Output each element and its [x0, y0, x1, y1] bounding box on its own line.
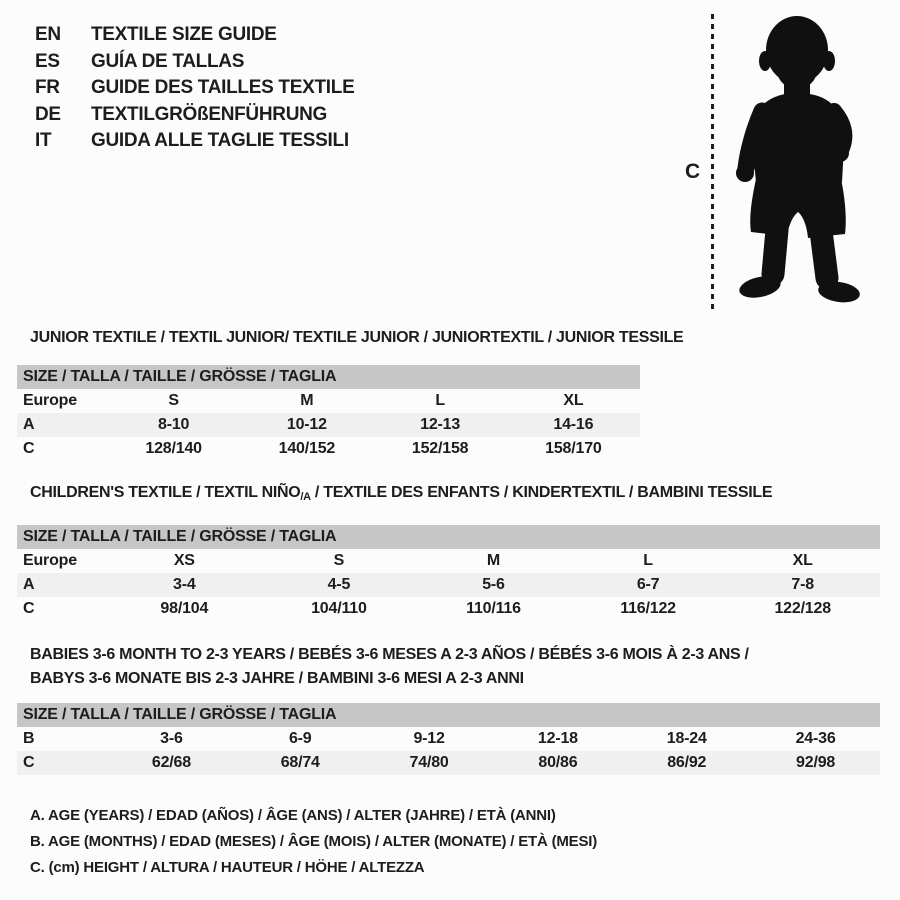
size-cell: 5-6: [416, 573, 571, 597]
babies-section: [0, 643, 900, 775]
legend: [30, 803, 900, 881]
size-cell: 80/86: [493, 751, 622, 775]
height-marker-label: C: [685, 160, 701, 183]
header-area: [0, 0, 900, 316]
height-figure: [660, 0, 900, 320]
legend-line-a: A. AGE (YEARS) / EDAD (AÑOS) / ÂGE (ANS) / ALTER (JAHRE) / ETÀ (ANNI): [30, 807, 556, 824]
size-cell: 128/140: [145, 440, 202, 457]
table-header-row: [17, 525, 880, 549]
legend-line-b: B. AGE (MONTHS) / EDAD (MESES) / ÂGE (MOIS) / ALTER (MONATE) / ETÀ (MESI): [30, 833, 598, 850]
row-label: Europe: [23, 392, 77, 409]
table-row: [17, 389, 640, 413]
size-cell: 86/92: [622, 751, 751, 775]
size-cell: 10-12: [240, 413, 373, 437]
size-cell: 18-24: [666, 730, 707, 747]
size-cell: 116/122: [620, 600, 676, 617]
junior-section: [0, 328, 900, 461]
row-label: C: [23, 600, 35, 617]
junior-section-title: JUNIOR TEXTILE / TEXTIL JUNIOR/ TEXTILE JUNIOR / JUNIORTEXTIL / JUNIOR TESSILE: [30, 329, 684, 346]
size-cell: 98/104: [160, 600, 209, 617]
size-cell: L: [643, 552, 653, 569]
row-label: A: [17, 413, 107, 437]
language-label: GUIDA ALLE TAGLIE TESSILI: [91, 130, 349, 151]
size-cell: 7-8: [725, 573, 880, 597]
size-cell: 4-5: [262, 573, 417, 597]
size-cell: 12-13: [374, 413, 507, 437]
size-cell: 74/80: [365, 751, 494, 775]
table-row: [17, 597, 880, 621]
table-header-row: [17, 365, 640, 389]
language-row: [35, 102, 354, 129]
children-title-post: / TEXTILE DES ENFANTS / KINDERTEXTIL / BAMBINI TESSILE: [310, 484, 773, 501]
size-cell: XL: [563, 392, 584, 409]
language-row: [35, 49, 354, 76]
language-label: GUÍA DE TALLAS: [91, 50, 245, 72]
row-label: B: [23, 730, 35, 747]
size-cell: 3-4: [107, 573, 262, 597]
language-code: DE: [35, 103, 61, 125]
language-label: TEXTILE SIZE GUIDE: [91, 24, 277, 45]
size-cell: XS: [173, 552, 195, 569]
table-row: [17, 437, 640, 461]
language-row: [35, 128, 354, 155]
size-cell: 152/158: [411, 440, 469, 457]
row-label: A: [17, 573, 107, 597]
size-cell: 6-9: [288, 730, 312, 747]
size-cell: 14-16: [507, 413, 640, 437]
language-code: IT: [35, 130, 52, 151]
size-cell: 110/116: [466, 600, 521, 617]
row-label: C: [17, 751, 107, 775]
junior-size-table: [17, 365, 640, 461]
size-cell: 92/98: [751, 751, 880, 775]
children-section: [0, 483, 900, 621]
size-cell: 68/74: [236, 751, 365, 775]
row-label: Europe: [23, 552, 77, 569]
size-header-bar: SIZE / TALLA / TAILLE / GRÖSSE / TAGLIA: [17, 365, 640, 389]
language-row: [35, 75, 354, 102]
children-title-sub: /A: [300, 491, 311, 503]
language-row: [35, 22, 354, 49]
size-cell: 24-36: [795, 730, 836, 747]
size-header-bar: SIZE / TALLA / TAILLE / GRÖSSE / TAGLIA: [17, 703, 880, 727]
language-code: EN: [35, 24, 61, 45]
size-cell: L: [435, 392, 445, 409]
size-cell: 104/110: [311, 600, 367, 617]
children-section-title: [30, 483, 900, 507]
size-cell: 12-18: [537, 730, 578, 747]
size-cell: S: [333, 552, 345, 569]
size-cell: M: [486, 552, 501, 569]
size-cell: XL: [792, 552, 813, 569]
size-cell: 3-6: [160, 730, 183, 747]
table-row: [17, 751, 880, 775]
size-cell: 9-12: [413, 730, 445, 747]
children-title-pre: CHILDREN'S TEXTILE / TEXTIL NIÑO: [30, 484, 301, 501]
language-code: FR: [35, 77, 60, 98]
size-cell: M: [300, 392, 314, 409]
size-cell: 140/152: [278, 440, 336, 457]
size-header-bar: SIZE / TALLA / TAILLE / GRÖSSE / TAGLIA: [17, 525, 880, 549]
table-header-row: [17, 703, 880, 727]
size-cell: S: [168, 392, 179, 409]
table-row: [17, 549, 880, 573]
size-cell: 8-10: [107, 413, 240, 437]
babies-size-table: [17, 703, 880, 775]
table-row: [17, 727, 880, 751]
babies-section-title-line2: BABYS 3-6 MONATE BIS 2-3 JAHRE / BAMBINI 3-6 MESI A 2-3 ANNI: [30, 670, 524, 687]
language-list: [35, 22, 354, 155]
table-row: [17, 573, 880, 597]
legend-line-c: C. (cm) HEIGHT / ALTURA / HAUTEUR / HÖHE / ALTEZZA: [30, 859, 425, 876]
toddler-silhouette-icon: [725, 10, 875, 310]
children-size-table: [17, 525, 880, 621]
language-code: ES: [35, 50, 60, 72]
size-cell: 62/68: [107, 751, 236, 775]
size-cell: 158/170: [545, 440, 602, 457]
size-cell: 122/128: [774, 600, 831, 617]
size-cell: 6-7: [571, 573, 726, 597]
language-label: GUIDE DES TAILLES TEXTILE: [91, 77, 355, 98]
babies-section-title-line1: BABIES 3-6 MONTH TO 2-3 YEARS / BEBÉS 3-6 MESES A 2-3 AÑOS / BÉBÉS 3-6 MOIS À 2-3 ANS /: [30, 646, 749, 663]
table-row: [17, 413, 640, 437]
row-label: C: [23, 440, 35, 457]
height-dotted-line-icon: [711, 14, 714, 310]
language-label: TEXTILGRÖßENFÜHRUNG: [91, 103, 328, 125]
